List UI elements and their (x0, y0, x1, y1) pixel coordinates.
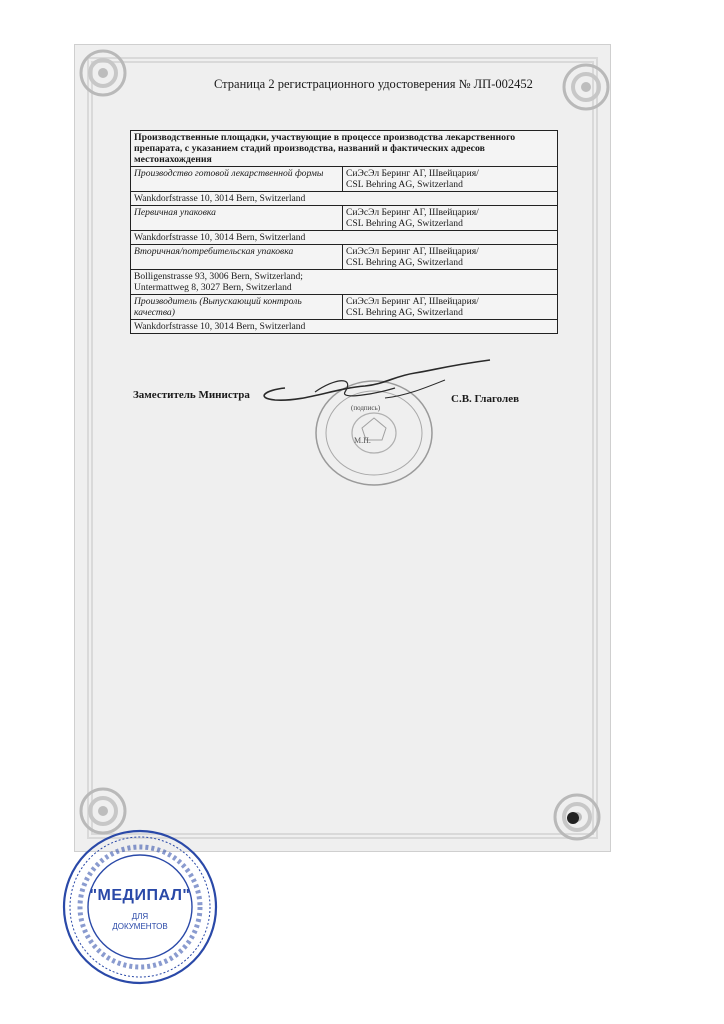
table-row (131, 245, 558, 270)
address-cell (131, 231, 558, 245)
stage-cell: Первичная упаковка (131, 206, 343, 231)
address-cell (131, 192, 558, 206)
address-cell (131, 320, 558, 334)
address-line: Wankdorfstrasse 10, 3014 Bern, Switzerland (134, 232, 306, 243)
organization-name-en: CSL Behring AG, Switzerland (346, 179, 463, 190)
corner-rosette-top-right (557, 58, 615, 116)
table-row (131, 206, 558, 231)
organization-cell (343, 245, 558, 270)
hole-punch-mark (567, 812, 579, 824)
organization-name-ru: СиЭсЭл Беринг АГ, Швейцария/ (346, 207, 479, 218)
organization-name-en: CSL Behring AG, Switzerland (346, 307, 463, 318)
table-row (131, 167, 558, 192)
address-cell (131, 270, 558, 295)
corner-rosette-top-left (74, 44, 132, 102)
organization-name-en: CSL Behring AG, Switzerland (346, 257, 463, 268)
table-heading-row (131, 131, 558, 167)
stamp-line-1: ДЛЯ (131, 912, 149, 921)
page-header: Страница 2 регистрационного удостоверения № ЛП-002452 (214, 77, 533, 91)
stage-cell: Производство готовой лекарственной формы (131, 167, 343, 192)
company-stamp (60, 827, 220, 987)
stage-cell: Вторичная/потребительская упаковка (131, 245, 343, 270)
stamp-line-2: ДОКУМЕНТОВ (112, 922, 168, 931)
signatory-title: Заместитель Министра (133, 389, 250, 401)
address-line: Wankdorfstrasse 10, 3014 Bern, Switzerland (134, 193, 306, 204)
table-row (131, 320, 558, 334)
signature-hint: (подпись) (351, 404, 381, 412)
table-row (131, 231, 558, 245)
address-line: Bolligenstrasse 93, 3006 Bern, Switzerland; (134, 271, 303, 282)
production-sites-table (130, 130, 558, 334)
organization-name-ru: СиЭсЭл Беринг АГ, Швейцария/ (346, 168, 479, 179)
organization-name-en: CSL Behring AG, Switzerland (346, 218, 463, 229)
organization-cell (343, 167, 558, 192)
address-line: Wankdorfstrasse 10, 3014 Bern, Switzerland (134, 321, 306, 332)
organization-name-ru: СиЭсЭл Беринг АГ, Швейцария/ (346, 296, 479, 307)
table-row (131, 192, 558, 206)
address-line: Untermattweg 8, 3027 Bern, Switzerland (134, 282, 292, 293)
table-row (131, 295, 558, 320)
seal-mark: М.П. (354, 436, 371, 445)
stamp-company-name: "МЕДИПАЛ" (89, 887, 191, 904)
organization-cell (343, 295, 558, 320)
table-row (131, 270, 558, 295)
stage-cell: Производитель (Выпускающий контроль качества) (131, 295, 343, 320)
signatory-name: С.В. Глаголев (451, 393, 520, 405)
organization-cell (343, 206, 558, 231)
table-heading: Производственные площадки, участвующие в процессе производства лекарственного препарата, с указанием стадий производства, названий и фактических адресов местонахождения (131, 131, 558, 167)
organization-name-ru: СиЭсЭл Беринг АГ, Швейцария/ (346, 246, 479, 257)
